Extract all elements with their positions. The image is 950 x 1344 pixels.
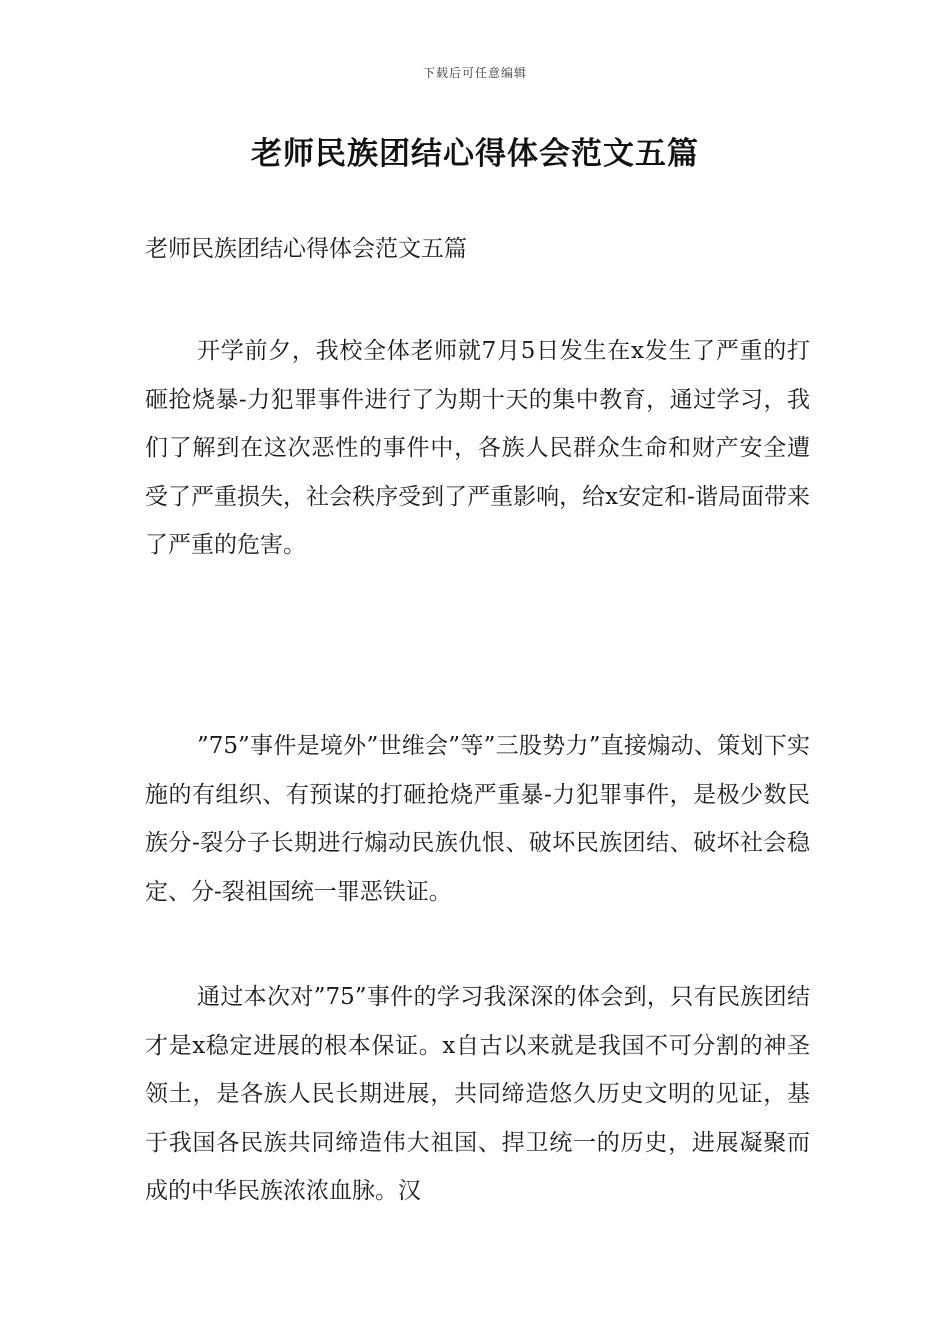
header-note: 下载后可任意编辑: [422, 66, 527, 80]
document-subtitle: 老师民族团结心得体会范文五篇: [145, 236, 467, 262]
paragraph-2: ”75”事件是境外”世维会”等”三股势力”直接煽动、策划下实施的有组织、有预谋的打砸抢烧严重暴-力犯罪事件，是极少数民族分-裂分子长期进行煽动民族仇恨、破坏民族团结、破坏社会稳定、分-裂祖国统一罪恶铁证。: [145, 733, 810, 905]
document-title: 老师民族团结心得体会范文五篇: [251, 136, 699, 172]
paragraph-3: 通过本次对”75”事件的学习我深深的体会到，只有民族团结才是x稳定进展的根本保证。x自古以来就是我国不可分割的神圣领土，是各族人民长期进展，共同缔造悠久历史文明的见证，基于我国各民族共同缔造伟大祖国、捍卫统一的历史，进展凝聚而成的中华民族浓浓血脉。汉: [145, 984, 810, 1204]
paragraph-1: 开学前夕，我校全体老师就7月5日发生在x发生了严重的打砸抢烧暴-力犯罪事件进行了为期十天的集中教育，通过学习，我们了解到在这次恶性的事件中，各族人民群众生命和财产安全遭受了严重损失，社会秩序受到了严重影响，给x安定和-谐局面带来了严重的危害。: [145, 338, 810, 558]
